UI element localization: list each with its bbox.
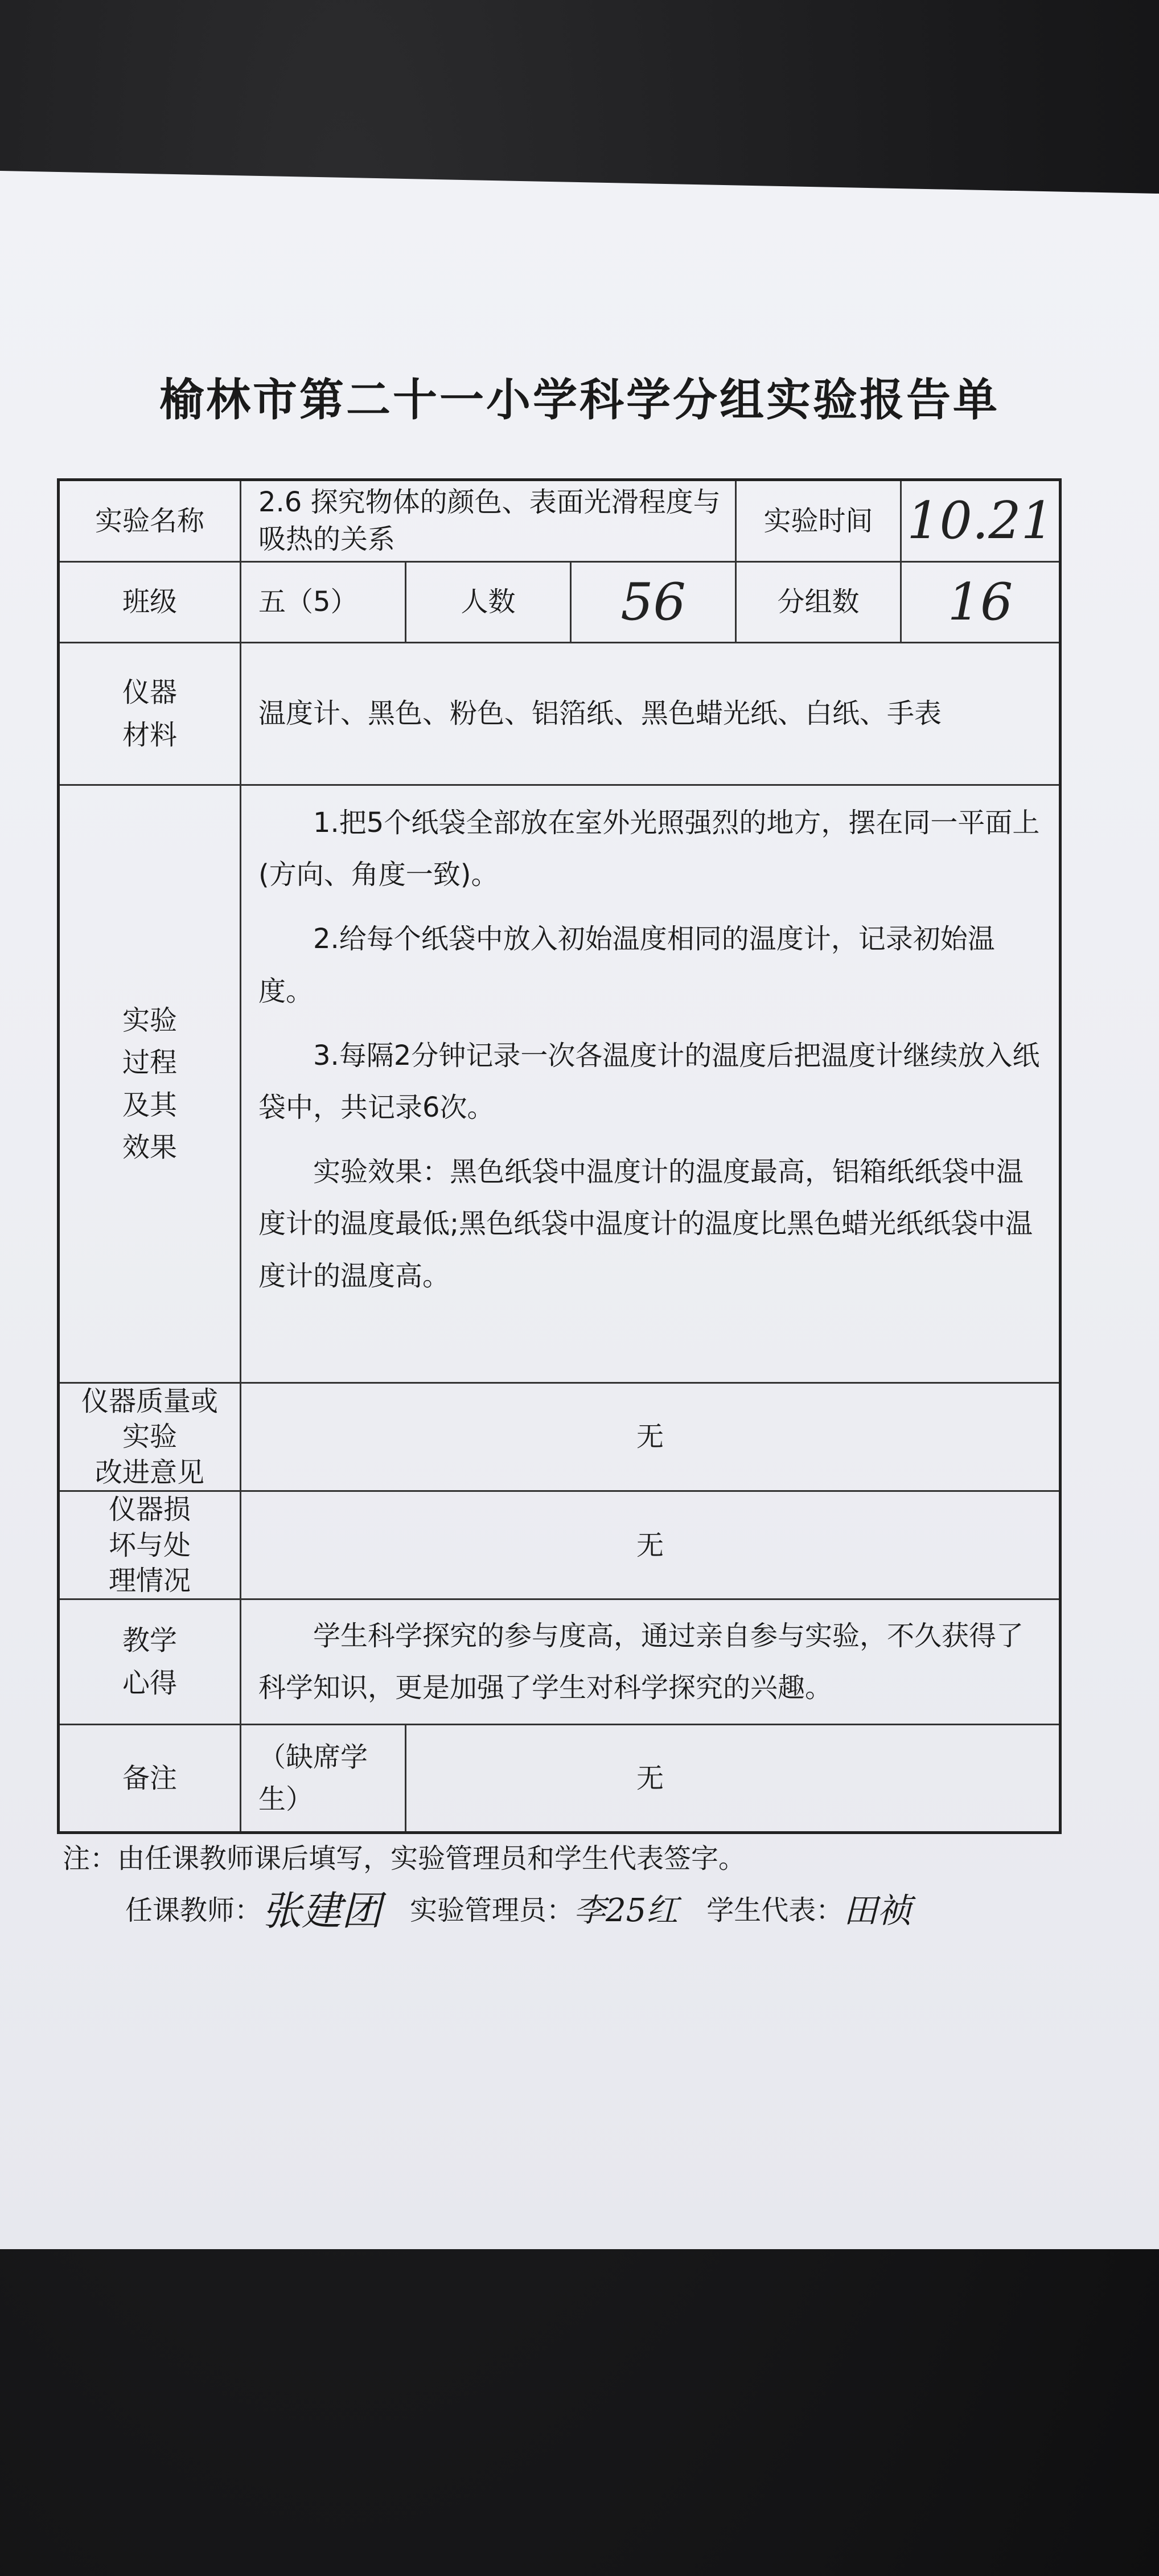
manager-signature: 李25红 [574, 1892, 679, 1929]
teaching-value: 学生科学探究的参与度高，通过亲自参与实验，不久获得了科学知识，更是加强了学生对科学探究的兴趣。 [258, 1619, 1024, 1704]
experiment-time-label: 实验时间 [736, 480, 901, 562]
manager-label: 实验管理员： [410, 1894, 574, 1926]
groups-cell [901, 561, 1061, 643]
damage-label: 仪器损 坏与处 理情况 [59, 1491, 241, 1599]
report-title: 榆林市第二十一小学科学分组实验报告单 [159, 375, 1000, 426]
row-quality [59, 1383, 1061, 1491]
teaching-label: 教学 心得 [59, 1599, 241, 1725]
instruments-value: 温度计、黑色、粉色、铝箔纸、黑色蜡光纸、白纸、手表 [241, 643, 1061, 785]
row-instruments [59, 643, 1061, 785]
footer-note: 注：由任课教师课后填写，实验管理员和学生代表签字。 [63, 1843, 746, 1874]
row-experiment-name [59, 480, 1061, 562]
teaching-content [241, 1599, 1061, 1725]
people-value: 56 [620, 572, 686, 632]
teacher-label: 任课教师： [125, 1894, 262, 1926]
process-label: 实验 过程 及其 效果 [59, 785, 241, 1383]
instruments-label: 仪器 材料 [59, 643, 241, 785]
teacher-signature: 张建团 [262, 1888, 382, 1934]
row-process [59, 785, 1061, 1383]
process-step-3: 3.每隔2分钟记录一次各温度计的温度后把温度计继续放入纸袋中，共记录6次。 [258, 1039, 1040, 1123]
experiment-time-value: 10.21 [907, 491, 1054, 551]
groups-value: 16 [947, 572, 1013, 632]
remarks-value: 无 [406, 1725, 1061, 1833]
process-step-1: 1.把5个纸袋全部放在室外光照强烈的地方，摆在同一平面上(方向、角度一致)。 [258, 807, 1040, 891]
class-value: 五（5） [241, 561, 406, 643]
class-label: 班级 [59, 561, 241, 643]
report-table [57, 478, 1062, 1834]
student-label: 学生代表： [706, 1894, 844, 1926]
damage-value: 无 [241, 1491, 1061, 1599]
groups-label: 分组数 [736, 561, 901, 643]
absent-label: （缺席学生） [241, 1725, 406, 1833]
row-teaching [59, 1599, 1061, 1725]
people-label: 人数 [406, 561, 571, 643]
signature-row [125, 1879, 940, 1937]
quality-value: 无 [241, 1383, 1061, 1491]
process-step-2: 2.给每个纸袋中放入初始温度相同的温度计，记录初始温度。 [258, 923, 995, 1007]
experiment-time-cell [901, 480, 1061, 562]
people-cell [571, 561, 736, 643]
row-damage [59, 1491, 1061, 1599]
row-remarks [59, 1725, 1061, 1833]
quality-label: 仪器质量或 实验 改进意见 [59, 1383, 241, 1491]
row-class [59, 561, 1061, 643]
process-content [241, 785, 1061, 1383]
experiment-name-label: 实验名称 [59, 480, 241, 562]
student-signature: 田祯 [843, 1890, 912, 1931]
process-effect: 实验效果：黑色纸袋中温度计的温度最高，铝箱纸纸袋中温度计的温度最低;黑色纸袋中温度计的温度比黑色蜡光纸纸袋中温度计的温度高。 [258, 1156, 1033, 1292]
experiment-name-value: 2.6 探究物体的颜色、表面光滑程度与吸热的关系 [241, 480, 736, 562]
remarks-label: 备注 [59, 1725, 241, 1833]
